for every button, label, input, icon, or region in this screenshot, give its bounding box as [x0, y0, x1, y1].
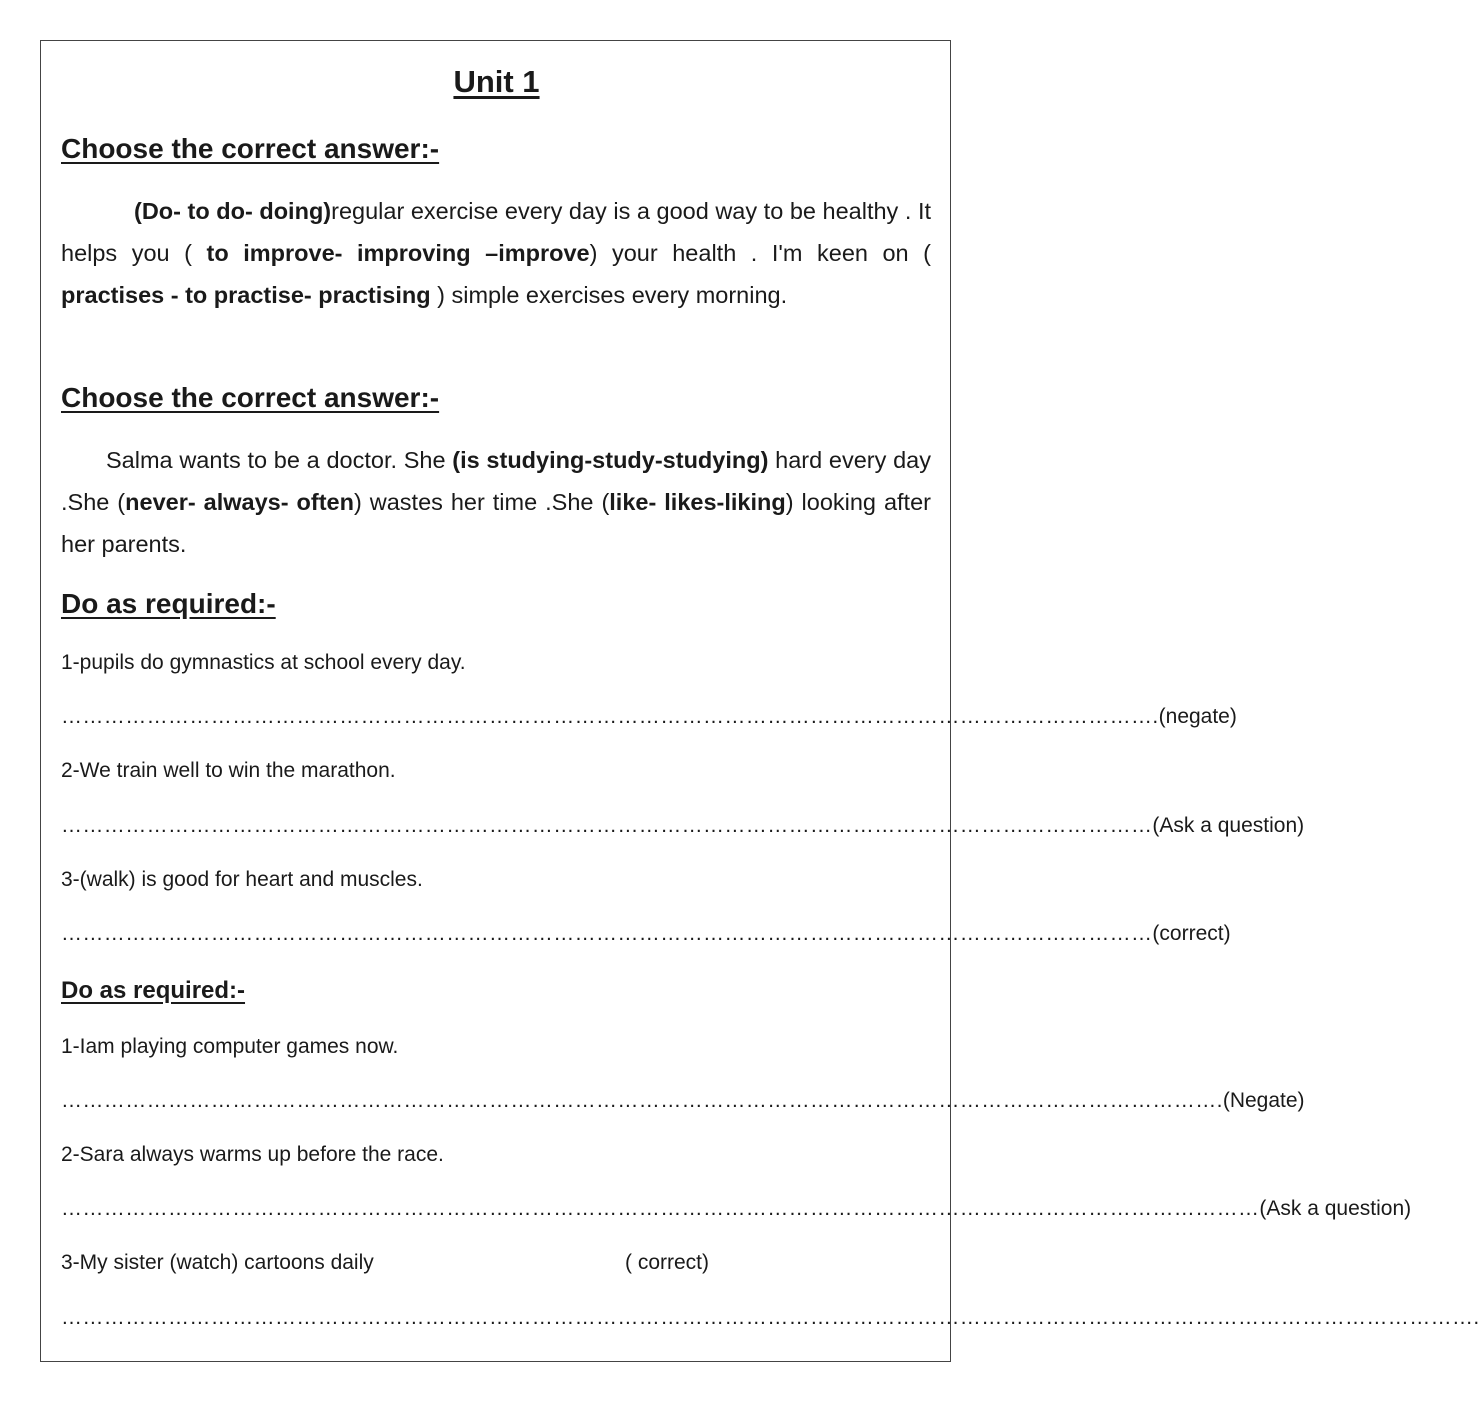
answer-blank: …………………………………………………………………………………………………………………………………………………… [61, 1197, 1260, 1220]
text-run: ) looking after her parents. [61, 489, 931, 557]
instruction: (negate) [1158, 705, 1237, 728]
exercise-sentence: 1-Iam playing computer games now. [61, 1035, 399, 1058]
instruction: (correct) [1152, 922, 1231, 945]
instruction: (Ask a question) [1259, 1197, 1412, 1220]
text-run: ) simple exercises every morning. [430, 282, 788, 308]
exercise-sentence: 1-pupils do gymnastics at school every day. [61, 651, 466, 674]
text-run: regular exercise every day is a good way to be healthy . It helps you ( [61, 198, 931, 266]
answer-blank: ………………………………………………………………………………………………………………………………………………. [61, 1089, 1223, 1112]
text-run: ) wastes her time .She ( [353, 489, 610, 515]
answer-line [61, 1089, 1305, 1113]
answer-blank: ……………………………………………………………………………………………………………………………………… [61, 814, 1153, 837]
answer-line [61, 814, 1304, 838]
choice-group-1: (is studying-study-studying) [452, 447, 769, 473]
section4-heading: Do as required:- [61, 977, 246, 1004]
choice-group-2: never- always- often [125, 489, 354, 515]
text-run: hard every day .She ( [61, 447, 931, 515]
text-run: ) your health . I'm keen on ( [589, 240, 931, 266]
exercise-sentence: 2-Sara always warms up before the race. [61, 1143, 444, 1166]
page-title: Unit 1 [453, 64, 540, 99]
choice-group-1: (Do- to do- doing) [134, 198, 332, 224]
section1-heading: Choose the correct answer:- [61, 133, 440, 164]
answer-line [61, 705, 1237, 729]
answer-blank: ………………………………………………………………………………………………………………………………………………………………………………. [61, 1306, 1480, 1329]
section1-paragraph [61, 190, 931, 316]
instruction: (Negate) [1222, 1089, 1305, 1112]
choice-group-2: to improve- improving –improve [206, 240, 590, 266]
answer-blank: ……………………………………………………………………………………………………………………………………… [61, 922, 1153, 945]
choice-group-3: like- likes-liking [609, 489, 786, 515]
answer-line [61, 1197, 1411, 1221]
answer-blank: ………………………………………………………………………………………………………………………………………. [61, 705, 1159, 728]
instruction: ( correct) [625, 1251, 709, 1274]
text-run: Salma wants to be a doctor. She [106, 447, 453, 473]
section3-heading: Do as required:- [61, 588, 276, 619]
exercise-sentence: 3-My sister (watch) cartoons daily [61, 1251, 374, 1274]
exercise-sentence: 3-(walk) is good for heart and muscles. [61, 868, 423, 891]
instruction: (Ask a question) [1152, 814, 1305, 837]
section2-heading: Choose the correct answer:- [61, 382, 440, 413]
answer-line [61, 1306, 1480, 1330]
section2-paragraph [61, 439, 931, 565]
answer-line [61, 922, 1231, 946]
choice-group-3: practises - to practise- practising [61, 282, 431, 308]
exercise-sentence: 2-We train well to win the marathon. [61, 759, 396, 782]
